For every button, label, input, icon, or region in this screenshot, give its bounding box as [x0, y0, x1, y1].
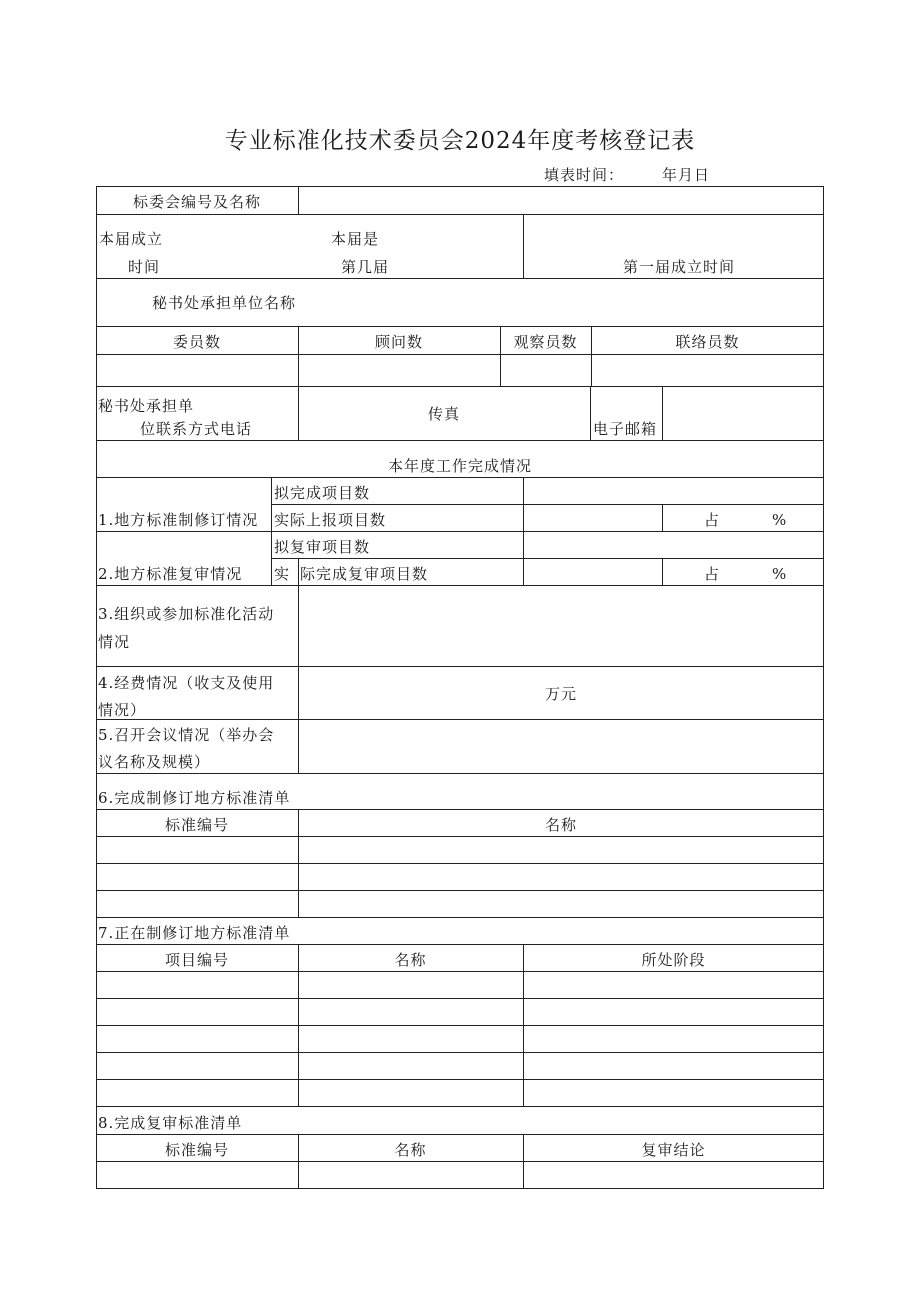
committee-name-field[interactable] [298, 186, 824, 214]
item6-label: 6.完成制修订地方标准清单 [98, 789, 291, 807]
item7-row5-name[interactable] [298, 1079, 523, 1106]
advisor-count-label: 顾问数 [374, 333, 423, 351]
item7-row4-stage[interactable] [523, 1052, 824, 1079]
item2-actual-field[interactable] [523, 558, 662, 585]
item2-ratio-field[interactable] [662, 558, 824, 585]
item2-percent-sign: % [772, 565, 788, 583]
item4-label-1: 4.经费情况（收支及使用 [98, 674, 275, 692]
committee-count-field[interactable] [96, 354, 298, 386]
item4-label-2: 情况） [98, 701, 147, 719]
first-founded-label: 第一届成立时间 [623, 258, 736, 276]
item5-label-1: 5.召开会议情况（举办会 [98, 726, 275, 744]
item7-row2-name[interactable] [298, 998, 523, 1025]
item2-ratio-label: 占 [704, 565, 721, 583]
item2-planned-label: 拟复审项目数 [274, 538, 371, 556]
item6-col2-header: 名称 [544, 816, 577, 834]
item7-col3-header: 所处阶段 [641, 951, 706, 969]
email-field[interactable] [662, 386, 824, 440]
committee-count-label: 委员数 [172, 333, 221, 351]
session-number-label-2: 第几届 [341, 258, 390, 276]
phone-label-1: 秘书处承担单 [98, 397, 195, 415]
item8-row1-name[interactable] [298, 1161, 523, 1189]
founded-label-1: 本届成立 [99, 230, 164, 248]
item7-row3-stage[interactable] [523, 1025, 824, 1052]
item3-label-2: 情况 [98, 633, 131, 651]
item8-col3-header: 复审结论 [641, 1141, 706, 1159]
item1-label: 1.地方标准制修订情况 [98, 511, 259, 529]
item7-row1-stage[interactable] [523, 971, 824, 998]
item1-actual-field[interactable] [523, 504, 662, 531]
item7-row1-name[interactable] [298, 971, 523, 998]
secretariat-unit-label: 秘书处承担单位名称 [152, 294, 297, 312]
item2-label: 2.地方标准复审情况 [98, 565, 243, 583]
item6-row2-name[interactable] [298, 863, 824, 890]
item8-row1-result[interactable] [523, 1161, 824, 1189]
item7-label: 7.正在制修订地方标准清单 [98, 924, 291, 942]
item6-row1-code[interactable] [96, 836, 298, 863]
session-number-label-1: 本届是 [331, 230, 380, 248]
item7-row2-code[interactable] [96, 998, 298, 1025]
item1-ratio-field[interactable] [662, 504, 824, 531]
item7-row3-name[interactable] [298, 1025, 523, 1052]
item8-col1-header: 标准编号 [164, 1141, 229, 1159]
item8-row1-code[interactable] [96, 1161, 298, 1189]
item4-unit: 万元 [545, 685, 578, 703]
email-label: 电子邮箱 [593, 420, 658, 438]
liaison-count-label: 联络员数 [675, 333, 740, 351]
item6-row3-code[interactable] [96, 890, 298, 917]
item7-row1-code[interactable] [96, 971, 298, 998]
item8-label: 8.完成复审标准清单 [98, 1114, 243, 1132]
item6-row2-code[interactable] [96, 863, 298, 890]
observer-count-field[interactable] [500, 354, 591, 386]
item1-percent-sign: % [772, 511, 788, 529]
cell-item3-label [96, 585, 298, 666]
item7-row5-code[interactable] [96, 1079, 298, 1106]
fax-label: 传真 [427, 405, 460, 423]
item6-row3-name[interactable] [298, 890, 824, 917]
item3-label-1: 3.组织或参加标准化活动 [98, 605, 275, 623]
item1-actual-label: 实际上报项目数 [274, 511, 387, 529]
advisor-count-field[interactable] [298, 354, 500, 386]
item7-row3-code[interactable] [96, 1025, 298, 1052]
item2-actual-label-a: 实 [274, 565, 291, 583]
item7-row2-stage[interactable] [523, 998, 824, 1025]
item7-row5-stage[interactable] [523, 1079, 824, 1106]
item5-label-2: 议名称及规模） [98, 753, 211, 771]
founded-label-2: 时间 [128, 258, 161, 276]
item7-col2-header: 名称 [394, 951, 427, 969]
item2-planned-field[interactable] [523, 531, 824, 558]
item8-col2-header: 名称 [394, 1141, 427, 1159]
item1-planned-label: 拟完成项目数 [274, 484, 371, 502]
item1-ratio-label: 占 [704, 511, 721, 529]
item5-field[interactable] [298, 719, 824, 773]
phone-label-2: 位联系方式电话 [140, 420, 253, 438]
item2-actual-label-b: 际完成复审项目数 [300, 565, 429, 583]
item7-row4-code[interactable] [96, 1052, 298, 1079]
liaison-count-field[interactable] [591, 354, 824, 386]
item7-row4-name[interactable] [298, 1052, 523, 1079]
item6-row1-name[interactable] [298, 836, 824, 863]
work-header: 本年度工作完成情况 [387, 457, 532, 475]
fill-time-date: 年月日 [662, 166, 711, 184]
item6-col1-header: 标准编号 [164, 816, 229, 834]
committee-label: 标委会编号及名称 [132, 193, 261, 211]
fill-time-label: 填表时间： [544, 166, 625, 184]
form-title: 专业标准化技术委员会2024年度考核登记表 [224, 128, 696, 154]
item1-planned-field[interactable] [523, 477, 824, 504]
item7-col1-header: 项目编号 [164, 951, 229, 969]
item3-field[interactable] [298, 585, 824, 666]
observer-count-label: 观察员数 [513, 333, 578, 351]
